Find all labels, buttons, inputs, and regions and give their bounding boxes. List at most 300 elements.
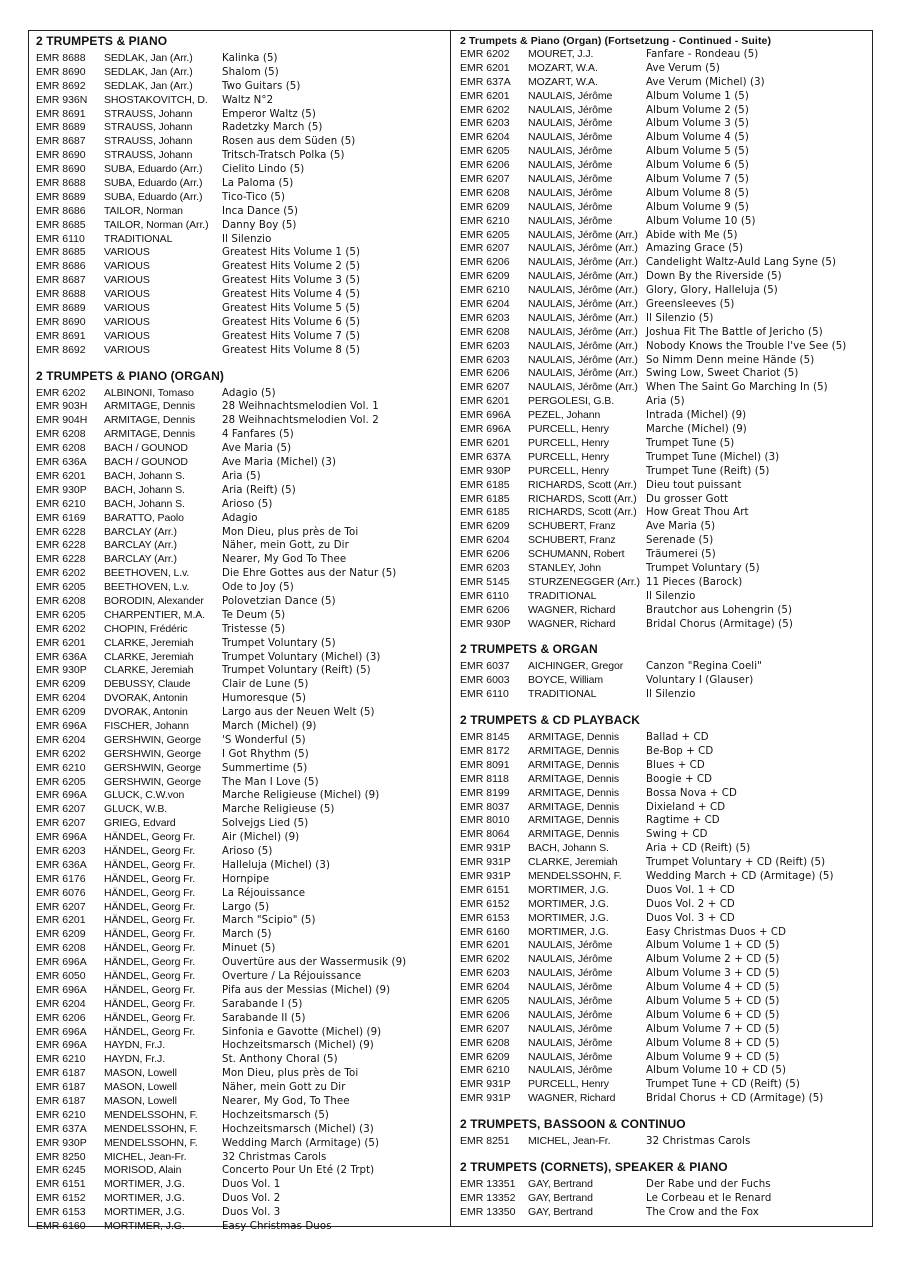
work-title: Album Volume 2 + CD (5)	[646, 954, 780, 966]
catalog-number: EMR 6203	[460, 117, 510, 130]
catalog-entry	[36, 803, 450, 817]
catalog-entry	[460, 90, 872, 104]
catalog-entry	[460, 340, 872, 354]
work-title: Il Silenzio (5)	[646, 312, 714, 324]
catalog-number: EMR 8691	[36, 107, 86, 120]
section-title: 2 TRUMPETS & PIANO (ORGAN)	[36, 368, 224, 383]
composer: VARIOUS	[104, 260, 150, 273]
composer: NAULAIS, Jérôme	[528, 953, 613, 966]
catalog-entry	[460, 256, 872, 270]
work-title: Greatest Hits Volume 6 (5)	[222, 316, 361, 328]
catalog-number: EMR 6210	[460, 284, 510, 297]
catalog-number: EMR 8688	[36, 52, 86, 64]
work-title: Solvejgs Lied (5)	[222, 818, 309, 830]
work-title: Sarabande I (5)	[222, 998, 303, 1010]
catalog-number: EMR 696A	[460, 423, 511, 436]
composer: RICHARDS, Scott (Arr.)	[528, 478, 637, 491]
composer: HAYDN, Fr.J.	[104, 1039, 166, 1052]
work-title: Blues + CD	[646, 759, 705, 771]
composer: RICHARDS, Scott (Arr.)	[528, 492, 637, 505]
catalog-entry	[36, 1012, 450, 1026]
catalog-entry	[36, 121, 450, 135]
work-title: Adagio	[222, 512, 258, 524]
catalog-entry	[36, 539, 450, 553]
work-title: How Great Thou Art	[646, 507, 749, 519]
catalog-entry	[36, 845, 450, 859]
catalog-entry	[36, 1220, 450, 1234]
catalog-number: EMR 8010	[460, 814, 510, 827]
composer: BARCLAY (Arr.)	[104, 553, 177, 566]
work-title: Easy Christmas Duos + CD	[646, 926, 787, 938]
composer: MICHEL, Jean-Fr.	[528, 1135, 611, 1148]
composer: HÄNDEL, Georg Fr.	[104, 970, 196, 982]
section-title: 2 TRUMPETS & ORGAN	[460, 642, 598, 657]
composer: STURZENEGGER (Arr.)	[528, 575, 640, 588]
catalog-entry	[460, 688, 872, 702]
composer: WAGNER, Richard	[528, 1092, 616, 1105]
composer: MORTIMER, J.G.	[104, 1192, 185, 1205]
catalog-number: EMR 637A	[36, 1122, 87, 1135]
work-title: Ave Maria (5)	[222, 443, 292, 455]
catalog-number: EMR 6208	[36, 594, 86, 607]
catalog-entry	[460, 354, 872, 368]
work-title: Adagio (5)	[222, 387, 276, 399]
catalog-number: EMR 6050	[36, 970, 86, 982]
work-title: Inca Dance (5)	[222, 205, 299, 217]
composer: HÄNDEL, Georg Fr.	[104, 928, 196, 941]
composer: MORTIMER, J.G.	[528, 883, 609, 896]
work-title: Sarabande II (5)	[222, 1012, 306, 1024]
composer: SCHUMANN, Robert	[528, 548, 625, 561]
composer: TRADITIONAL	[104, 232, 173, 245]
catalog-entry	[36, 1081, 450, 1095]
work-title: March "Scipio" (5)	[222, 915, 316, 927]
composer: AICHINGER, Gregor	[528, 660, 624, 673]
catalog-entry	[460, 967, 872, 981]
work-title: Waltz N°2	[222, 94, 274, 106]
catalog-entry	[36, 344, 450, 358]
work-title: Hochzeitsmarsch (5)	[222, 1109, 329, 1121]
composer: NAULAIS, Jérôme (Arr.)	[528, 367, 638, 380]
work-title: Brautchor aus Lohengrin (5)	[646, 604, 793, 616]
composer: GLUCK, C.W.von	[104, 789, 185, 802]
work-title: Aria (5)	[222, 470, 261, 482]
composer: HÄNDEL, Georg Fr.	[104, 844, 196, 857]
work-title: Tico-Tico (5)	[222, 191, 286, 203]
composer: NAULAIS, Jérôme (Arr.)	[528, 311, 638, 324]
composer: HÄNDEL, Georg Fr.	[104, 1011, 196, 1024]
catalog-number: EMR 904H	[36, 414, 88, 427]
section-2-trumpets-piano-organ	[36, 368, 450, 1234]
composer: MORTIMER, J.G.	[104, 1206, 185, 1219]
catalog-entry	[36, 288, 450, 302]
composer: NAULAIS, Jérôme (Arr.)	[528, 325, 638, 338]
catalog-entry	[36, 52, 450, 66]
composer: WAGNER, Richard	[528, 617, 616, 630]
work-title: Album Volume 4 + CD (5)	[646, 982, 780, 994]
work-title: So Nimm Denn meine Hände (5)	[646, 354, 815, 366]
work-title: Album Volume 3 + CD (5)	[646, 968, 780, 980]
composer: MENDELSSOHN, F.	[104, 1122, 198, 1135]
catalog-number: EMR 6201	[36, 636, 86, 649]
catalog-entry	[460, 912, 872, 926]
work-title: Trumpet Voluntary (Michel) (3)	[222, 651, 381, 663]
composer: BORODIN, Alexander	[104, 594, 204, 607]
work-title: Swing Low, Sweet Chariot (5)	[646, 368, 799, 380]
composer: STRAUSS, Johann	[104, 121, 193, 134]
composer: SHOSTAKOVITCH, D.	[104, 93, 208, 106]
composer: NAULAIS, Jérôme	[528, 995, 613, 1007]
catalog-entry	[460, 173, 872, 187]
catalog-number: EMR 6187	[36, 1081, 86, 1094]
catalog-number: EMR 6207	[460, 242, 510, 255]
catalog-entry	[460, 1051, 872, 1065]
composer: NAULAIS, Jérôme	[528, 981, 613, 994]
catalog-entry	[460, 534, 872, 548]
work-title: Rosen aus dem Süden (5)	[222, 136, 356, 148]
catalog-entry	[460, 1192, 872, 1206]
composer: CLARKE, Jeremiah	[104, 664, 194, 677]
composer: MASON, Lowell	[104, 1067, 177, 1080]
catalog-entry	[36, 789, 450, 803]
catalog-number: EMR 6205	[460, 995, 510, 1007]
catalog-number: EMR 6208	[36, 942, 86, 955]
composer: NAULAIS, Jérôme (Arr.)	[528, 242, 638, 255]
catalog-entry	[36, 595, 450, 609]
catalog-entry	[460, 1078, 872, 1092]
catalog-number: EMR 6202	[460, 953, 510, 966]
catalog-entry	[36, 609, 450, 623]
catalog-entry	[36, 442, 450, 456]
section-title: 2 TRUMPETS, BASSOON & CONTINUO	[460, 1117, 686, 1132]
catalog-number: EMR 8692	[36, 343, 86, 356]
catalog-entry	[36, 776, 450, 790]
work-title: Trumpet Voluntary (Reift) (5)	[222, 665, 371, 677]
catalog-number: EMR 6210	[36, 1053, 86, 1066]
composer: ARMITAGE, Dennis	[528, 786, 619, 799]
catalog-number: EMR 6209	[36, 928, 86, 941]
catalog-number: EMR 6207	[460, 173, 510, 186]
work-title: Canzon "Regina Coeli"	[646, 661, 762, 673]
catalog-number: EMR 8690	[36, 149, 86, 162]
catalog-number: EMR 6207	[460, 381, 510, 394]
work-title: Te Deum (5)	[222, 609, 286, 621]
work-title: Boogie + CD	[646, 773, 713, 785]
catalog-number: EMR 6205	[36, 608, 86, 621]
catalog-number: EMR 930P	[36, 1136, 87, 1149]
catalog-number: EMR 6202	[460, 48, 510, 60]
catalog-number: EMR 936N	[36, 93, 88, 106]
work-title: Arioso (5)	[222, 498, 273, 510]
catalog-entry	[460, 117, 872, 131]
catalog-entry	[36, 233, 450, 247]
catalog-entry	[36, 1039, 450, 1053]
work-title: Dieu tout puissant	[646, 479, 742, 491]
composer: TRADITIONAL	[528, 589, 597, 602]
catalog-number: EMR 6208	[460, 325, 510, 338]
work-title: Trumpet Voluntary + CD (Reift) (5)	[646, 857, 826, 869]
catalog-number: EMR 6204	[460, 981, 510, 994]
composer: GAY, Bertrand	[528, 1205, 593, 1218]
catalog-number: EMR 6205	[36, 581, 86, 594]
work-title: Candelight Waltz-Auld Lang Syne (5)	[646, 257, 837, 269]
work-title: Der Rabe und der Fuchs	[646, 1179, 771, 1191]
catalog-number: EMR 6152	[460, 897, 510, 910]
catalog-number: EMR 903H	[36, 400, 88, 413]
composer: SEDLAK, Jan (Arr.)	[104, 79, 193, 92]
work-title: 4 Fanfares (5)	[222, 429, 294, 441]
catalog-entry	[36, 706, 450, 720]
catalog-number: EMR 6204	[460, 534, 510, 547]
composer: NAULAIS, Jérôme	[528, 173, 613, 186]
composer: MICHEL, Jean-Fr.	[104, 1150, 187, 1163]
work-title: Duos Vol. 2 + CD	[646, 898, 735, 910]
catalog-number: EMR 6203	[460, 967, 510, 980]
composer: HÄNDEL, Georg Fr.	[104, 997, 196, 1010]
composer: HÄNDEL, Georg Fr.	[104, 858, 196, 871]
catalog-number: EMR 8689	[36, 302, 86, 315]
composer: MENDELSSOHN, F.	[528, 869, 622, 882]
composer: HAYDN, Fr.J.	[104, 1053, 166, 1066]
composer: BACH / GOUNOD	[104, 456, 188, 469]
composer: ARMITAGE, Dennis	[528, 800, 619, 813]
catalog-entry	[36, 581, 450, 595]
composer: HÄNDEL, Georg Fr.	[104, 914, 196, 927]
work-title: Halleluja (Michel) (3)	[222, 859, 331, 871]
catalog-number: EMR 6176	[36, 872, 86, 885]
composer: NAULAIS, Jérôme	[528, 145, 613, 158]
work-title: Duos Vol. 1 + CD	[646, 884, 735, 896]
work-title: Album Volume 10 + CD (5)	[646, 1065, 787, 1077]
section-2-trumpets-cd-playback	[460, 712, 872, 1106]
catalog-entry	[460, 479, 872, 493]
catalog-entry	[36, 984, 450, 998]
catalog-number: EMR 6110	[460, 589, 509, 602]
composer: BOYCE, William	[528, 674, 604, 687]
catalog-entry	[36, 664, 450, 678]
work-title: Wedding March + CD (Armitage) (5)	[646, 870, 834, 882]
composer: HÄNDEL, Georg Fr.	[104, 831, 196, 844]
composer: MOURET, J.J.	[528, 48, 594, 60]
composer: ARMITAGE, Dennis	[104, 414, 195, 427]
catalog-number: EMR 931P	[460, 869, 511, 882]
work-title: Two Guitars (5)	[222, 80, 301, 92]
catalog-number: EMR 6151	[36, 1178, 86, 1191]
catalog-entry	[460, 131, 872, 145]
work-title: Nobody Knows the Trouble I've See (5)	[646, 340, 847, 352]
catalog-number: EMR 6202	[460, 103, 510, 116]
work-title: Il Silenzio	[646, 590, 696, 602]
catalog-number: EMR 8118	[460, 772, 509, 785]
catalog-entry	[460, 745, 872, 759]
catalog-number: EMR 6205	[460, 228, 510, 241]
catalog-entry	[460, 465, 872, 479]
catalog-number: EMR 6201	[460, 89, 510, 102]
work-title: Trumpet Voluntary (5)	[222, 637, 336, 649]
catalog-number: EMR 6185	[460, 506, 510, 519]
composer: TRADITIONAL	[528, 688, 597, 701]
composer: SCHUBERT, Franz	[528, 520, 616, 533]
work-title: Bossa Nova + CD	[646, 787, 737, 799]
catalog-entry	[460, 381, 872, 395]
composer: DEBUSSY, Claude	[104, 678, 191, 691]
catalog-entry	[36, 1206, 450, 1220]
section-2-trumpets-organ	[460, 641, 872, 702]
catalog-entry	[460, 926, 872, 940]
catalog-number: EMR 8250	[36, 1150, 86, 1163]
composer: PURCELL, Henry	[528, 464, 609, 477]
catalog-entry	[36, 1151, 450, 1165]
composer: VARIOUS	[104, 302, 150, 315]
catalog-entry	[460, 1009, 872, 1023]
work-title: Trumpet Tune (Michel) (3)	[646, 451, 780, 463]
catalog-number: EMR 6151	[460, 883, 510, 896]
composer: NAULAIS, Jérôme	[528, 1064, 613, 1077]
work-title: Shalom (5)	[222, 66, 279, 78]
work-title: Le Corbeau et le Renard	[646, 1192, 772, 1204]
catalog-entry	[460, 995, 872, 1009]
catalog-number: EMR 6003	[460, 674, 510, 687]
catalog-number: EMR 8690	[36, 315, 86, 328]
work-title: Abide with Me (5)	[646, 229, 738, 241]
work-title: Hochzeitsmarsch (Michel) (3)	[222, 1123, 374, 1135]
work-title: Aria + CD (Reift) (5)	[646, 843, 751, 855]
catalog-number: EMR 6203	[36, 844, 86, 857]
composer: STRAUSS, Johann	[104, 135, 193, 148]
composer: HÄNDEL, Georg Fr.	[104, 900, 196, 913]
catalog-entry	[460, 520, 872, 534]
composer: VARIOUS	[104, 343, 150, 356]
work-title: Il Silenzio	[222, 233, 272, 245]
catalog-entry	[36, 998, 450, 1012]
work-title: Wedding March (Armitage) (5)	[222, 1137, 380, 1149]
catalog-number: EMR 8689	[36, 190, 86, 203]
composer: VARIOUS	[104, 274, 150, 287]
catalog-entry	[460, 981, 872, 995]
catalog-number: EMR 6203	[460, 561, 510, 574]
catalog-number: EMR 6160	[36, 1220, 86, 1233]
composer: HÄNDEL, Georg Fr.	[104, 872, 196, 885]
catalog-entry	[460, 953, 872, 967]
catalog-entry	[36, 567, 450, 581]
catalog-entry	[36, 734, 450, 748]
catalog-entry	[460, 326, 872, 340]
work-title: Hornpipe	[222, 873, 270, 885]
composer: NAULAIS, Jérôme (Arr.)	[528, 284, 638, 297]
composer: PURCELL, Henry	[528, 450, 609, 463]
work-title: Overture / La Réjouissance	[222, 971, 362, 982]
catalog-entry	[460, 312, 872, 326]
composer: SUBA, Eduardo (Arr.)	[104, 177, 203, 190]
catalog-page	[28, 30, 873, 1233]
work-title: Bridal Chorus + CD (Armitage) (5)	[646, 1093, 824, 1105]
work-title: Greensleeves (5)	[646, 299, 735, 311]
work-title: Näher, mein Gott, zu Dir	[222, 540, 349, 552]
left-column	[29, 31, 451, 1233]
work-title: Summertime (5)	[222, 762, 308, 774]
catalog-entry	[36, 1178, 450, 1192]
work-title: Minuet (5)	[222, 943, 276, 955]
composer: ARMITAGE, Dennis	[528, 758, 619, 771]
work-title: Mon Dieu, plus près de Toi	[222, 526, 359, 538]
composer: CHOPIN, Frédéric	[104, 622, 188, 635]
composer: GERSHWIN, George	[104, 775, 202, 788]
work-title: Marche Religieuse (5)	[222, 804, 335, 816]
catalog-number: EMR 696A	[460, 409, 511, 422]
section-2-trumpets-piano	[36, 33, 450, 358]
work-title: Swing + CD	[646, 829, 708, 841]
catalog-number: EMR 6187	[36, 1095, 86, 1108]
catalog-entry	[36, 901, 450, 915]
catalog-entry	[460, 1023, 872, 1037]
catalog-number: EMR 8690	[36, 163, 86, 176]
work-title: Greatest Hits Volume 5 (5)	[222, 303, 361, 315]
composer: NAULAIS, Jérôme	[528, 131, 613, 144]
work-title: Pifa aus der Messias (Michel) (9)	[222, 984, 391, 996]
catalog-number: EMR 6202	[36, 386, 86, 399]
catalog-entry	[460, 884, 872, 898]
catalog-number: EMR 636A	[36, 650, 87, 663]
work-title: Album Volume 4 (5)	[646, 132, 749, 144]
composer: SEDLAK, Jan (Arr.)	[104, 52, 193, 64]
catalog-entry	[460, 48, 872, 62]
catalog-number: EMR 6208	[36, 428, 86, 441]
work-title: Aria (5)	[646, 396, 685, 408]
work-title: Album Volume 2 (5)	[646, 104, 749, 116]
catalog-entry	[36, 859, 450, 873]
work-title: Danny Boy (5)	[222, 219, 297, 231]
work-title: Album Volume 5 (5)	[646, 146, 749, 158]
work-title: St. Anthony Choral (5)	[222, 1054, 338, 1066]
catalog-number: EMR 6210	[36, 497, 86, 510]
composer: MORTIMER, J.G.	[528, 911, 609, 924]
composer: CLARKE, Jeremiah	[104, 636, 194, 649]
work-title: Ragtime + CD	[646, 815, 720, 827]
work-title: 'S Wonderful (5)	[222, 734, 306, 746]
work-title: Album Volume 9 (5)	[646, 201, 749, 213]
catalog-number: EMR 696A	[36, 1039, 87, 1052]
composer: NAULAIS, Jérôme (Arr.)	[528, 298, 638, 311]
catalog-number: EMR 6206	[460, 159, 510, 172]
catalog-number: EMR 6201	[460, 939, 510, 952]
work-title: Ouvertüre aus der Wassermusik (9)	[222, 957, 407, 969]
catalog-entry	[460, 1178, 872, 1192]
composer: NAULAIS, Jérôme	[528, 1008, 613, 1021]
catalog-number: EMR 5145	[460, 575, 510, 588]
catalog-entry	[36, 191, 450, 205]
composer: NAULAIS, Jérôme (Arr.)	[528, 381, 638, 394]
catalog-entry	[460, 842, 872, 856]
catalog-entry	[36, 498, 450, 512]
work-title: Greatest Hits Volume 3 (5)	[222, 275, 361, 287]
composer: GRIEG, Edvard	[104, 817, 176, 830]
catalog-number: EMR 6205	[460, 145, 510, 158]
composer: MORISOD, Alain	[104, 1164, 182, 1177]
catalog-entry	[36, 316, 450, 330]
composer: ARMITAGE, Dennis	[528, 828, 619, 841]
catalog-entry	[36, 1053, 450, 1067]
section-2-trumpets-piano-organ-fortsetzung-continued-suite	[460, 35, 872, 631]
catalog-entry	[460, 562, 872, 576]
catalog-entry	[36, 970, 450, 984]
catalog-entry	[460, 870, 872, 884]
work-title: Polovetzian Dance (5)	[222, 595, 336, 607]
catalog-number: EMR 6208	[460, 1036, 510, 1049]
work-title: When The Saint Go Marching In (5)	[646, 382, 828, 394]
catalog-entry	[36, 387, 450, 401]
composer: ARMITAGE, Dennis	[104, 428, 195, 441]
catalog-number: EMR 6210	[460, 214, 510, 227]
